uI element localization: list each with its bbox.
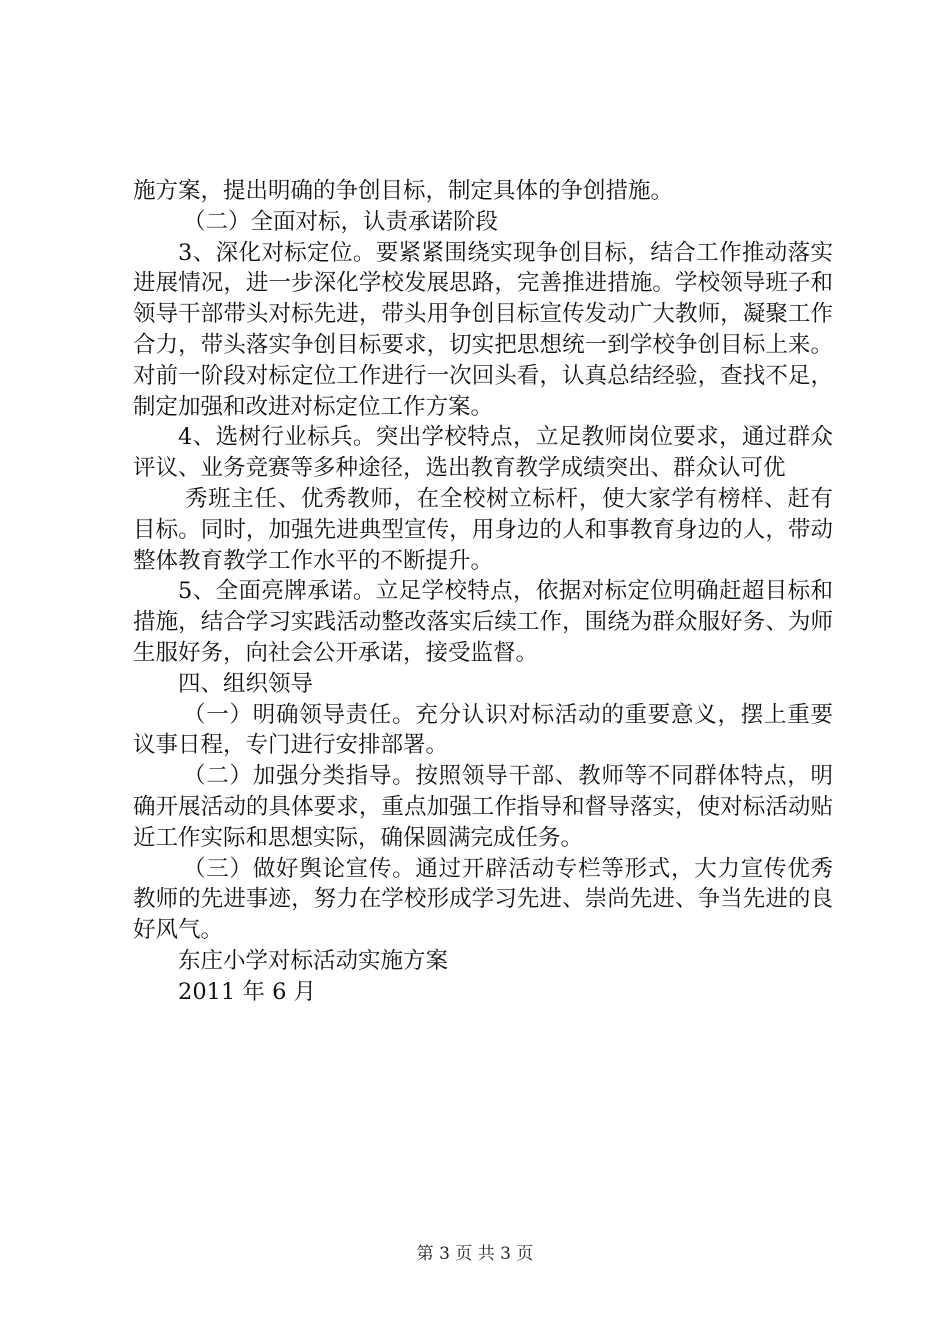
paragraph-item-3: 3、深化对标定位。要紧紧围绕实现争创目标，结合工作推动落实进展情况，进一步深化学校发展思路，完善推进措施。学校领导班子和领导干部带头对标先进，带头用争创目标宣传发动广大教师，凝聚工作合力，带头落实争创目标要求，切实把思想统一到学校争创目标上来。对前一阶段对标定位工作进行一次回头看，认真总结经验，查找不足，制定加强和改进对标定位工作方案。 bbox=[133, 239, 833, 420]
page-number-footer: 第 3 页 共 3 页 bbox=[416, 1244, 534, 1264]
paragraph-org-2: （二）加强分类指导。按照领导干部、教师等不同群体特点，明确开展活动的具体要求，重点加强工作指导和督导落实，使对标活动贴近工作实际和思想实际，确保圆满完成任务。 bbox=[133, 763, 833, 851]
section-heading-phase-2: （二）全面对标，认责承诺阶段 bbox=[183, 208, 499, 235]
paragraph-item-4-continued: 秀班主任、优秀教师，在全校树立标杆，使大家学有榜样、赶有目标。同时，加强先进典型宣传，用身边的人和事教育身边的人，带动整体教育教学工作水平的不断提升。 bbox=[133, 485, 833, 574]
document-body bbox=[133, 176, 833, 1008]
paragraph-item-4: 4、选树行业标兵。突出学校特点，立足教师岗位要求，通过群众评议、业务竞赛等多种途径，选出教育教学成绩突出、群众认可优 bbox=[133, 424, 833, 482]
document-signature: 东庄小学对标活动实施方案 bbox=[178, 947, 449, 974]
section-heading-organization: 四、组织领导 bbox=[178, 670, 314, 697]
paragraph-continuation: 施方案，提出明确的争创目标，制定具体的争创措施。 bbox=[133, 178, 674, 204]
document-date: 2011 年 6 月 bbox=[178, 978, 317, 1005]
paragraph-org-1: （一）明确领导责任。充分认识对标活动的重要意义，摆上重要议事日程，专门进行安排部署。 bbox=[133, 701, 833, 759]
paragraph-item-5: 5、全面亮牌承诺。立足学校特点，依据对标定位明确赶超目标和措施，结合学习实践活动整改落实后续工作，围绕为群众服好务、为师生服好务，向社会公开承诺，接受监督。 bbox=[133, 578, 833, 666]
paragraph-org-3: （三）做好舆论宣传。通过开辟活动专栏等形式，大力宣传优秀教师的先进事迹，努力在学校形成学习先进、崇尚先进、争当先进的良好风气。 bbox=[133, 855, 833, 944]
